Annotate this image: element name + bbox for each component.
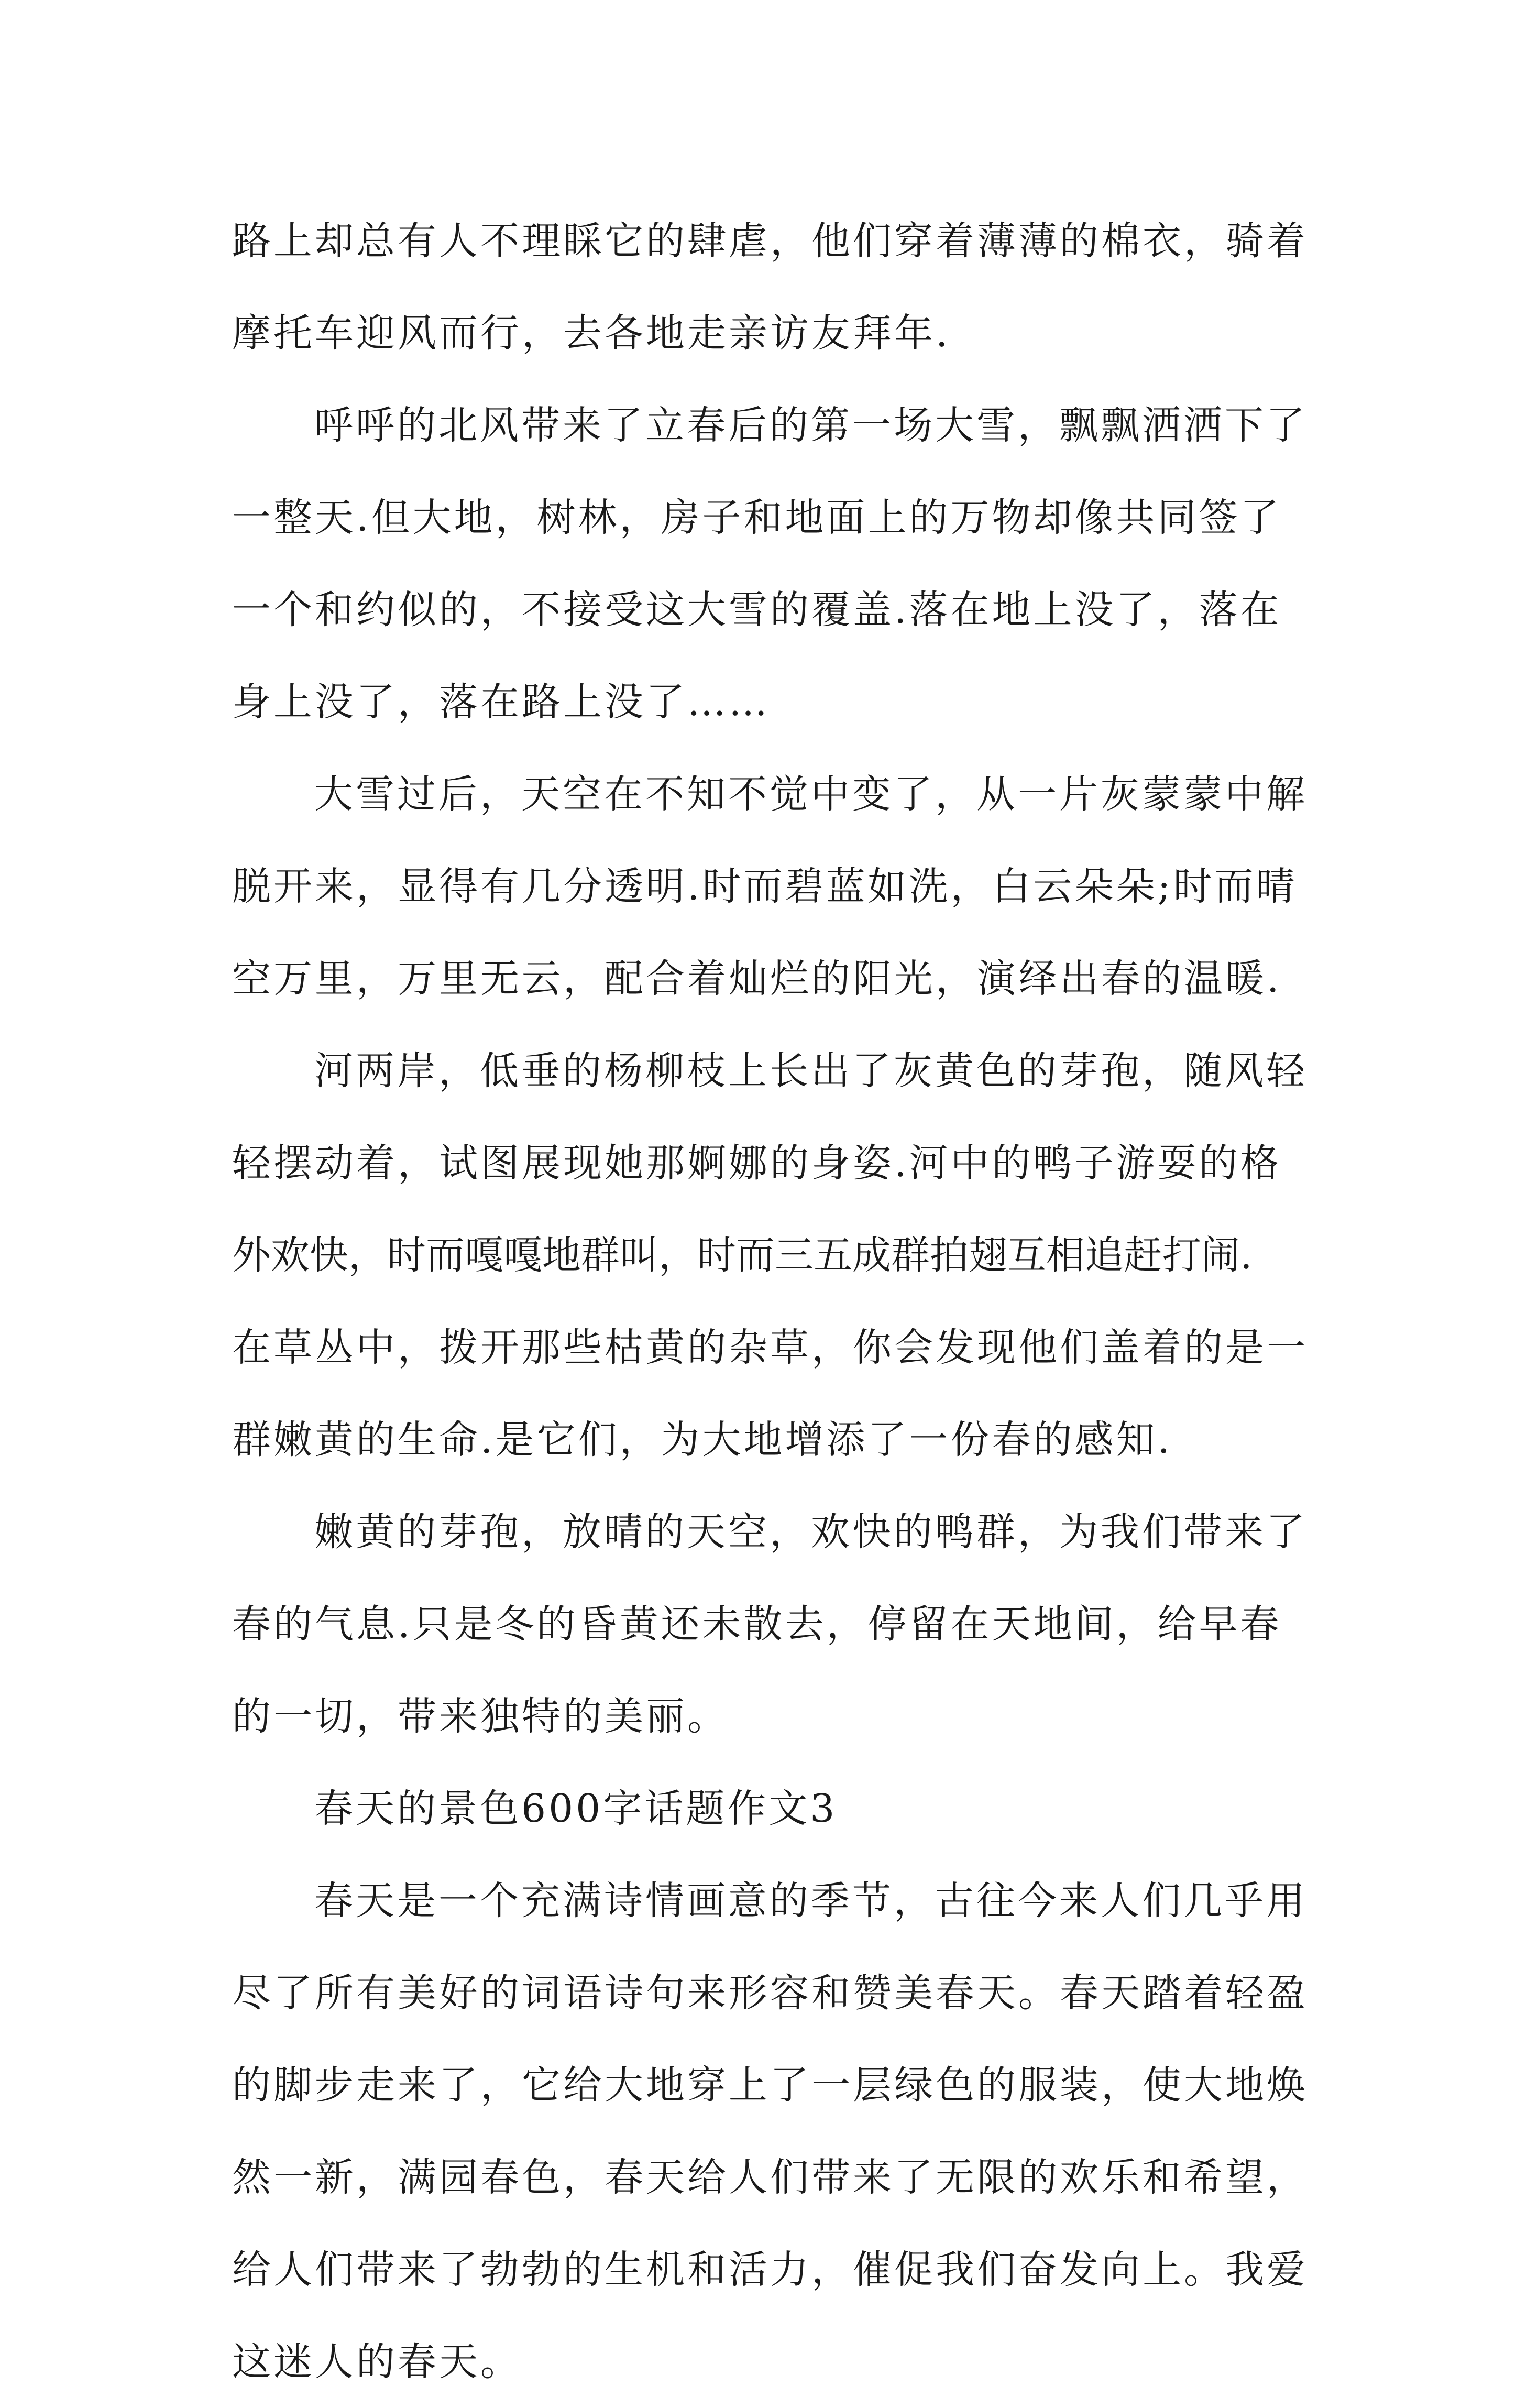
text-line: 摩托车迎风而行，去各地走亲访友拜年. [232,311,951,356]
paragraph-start-line: 嫩黄的芽孢，放晴的天空，欢快的鸭群，为我们带来了 [314,1509,1308,1555]
paragraph-start-line: 大雪过后，天空在不知不觉中变了，从一片灰蒙蒙中解 [314,772,1308,817]
text-line: 春的气息.只是冬的昏黄还未散去，停留在天地间，给早春 [232,1602,1282,1647]
document-page [232,195,1308,2408]
text-line: 的脚步走来了，它给大地穿上了一层绿色的服装，使大地焕 [232,2063,1308,2108]
text-line: 的一切，带来独特的美丽。 [232,1694,729,1739]
text-line: 然一新，满园春色，春天给人们带来了无限的欢乐和希望， [232,2155,1308,2200]
text-line: 一整天.但大地，树林，房子和地面上的万物却像共同签了 [232,495,1282,540]
text-line: 脱开来，显得有几分透明.时而碧蓝如洗，白云朵朵;时而晴 [232,864,1298,909]
text-line: 轻摆动着，试图展现她那婀娜的身姿.河中的鸭子游耍的格 [232,1141,1282,1186]
text-line: 尽了所有美好的词语诗句来形容和赞美春天。春天踏着轻盈 [232,1971,1308,2016]
text-line: 这迷人的春天。 [232,2339,522,2384]
paragraph-start-line: 呼呼的北风带来了立春后的第一场大雪，飘飘洒洒下了 [314,403,1308,448]
text-line: 路上却总有人不理睬它的肆虐，他们穿着薄薄的棉衣，骑着 [232,218,1308,264]
text-line: 空万里，万里无云，配合着灿烂的阳光，演绎出春的温暖. [232,956,1282,1001]
text-line: 一个和约似的，不接受这大雪的覆盖.落在地上没了，落在 [232,587,1282,632]
text-line: 群嫩黄的生命.是它们，为大地增添了一份春的感知. [232,1417,1173,1462]
paragraph-start-line: 春天是一个充满诗情画意的季节，古往今来人们几乎用 [314,1878,1308,1923]
text-line: 身上没了，落在路上没了…… [232,680,770,725]
text-line: 外欢快，时而嘎嘎地群叫，时而三五成群拍翅互相追赶打闹. [232,1233,1253,1278]
section-heading: 春天的景色600字话题作文3 [314,1786,838,1831]
paragraph-start-line: 河两岸，低垂的杨柳枝上长出了灰黄色的芽孢，随风轻 [314,1048,1308,1093]
text-line: 给人们带来了勃勃的生机和活力，催促我们奋发向上。我爱 [232,2247,1308,2292]
text-line: 在草丛中，拨开那些枯黄的杂草，你会发现他们盖着的是一 [232,1325,1308,1370]
